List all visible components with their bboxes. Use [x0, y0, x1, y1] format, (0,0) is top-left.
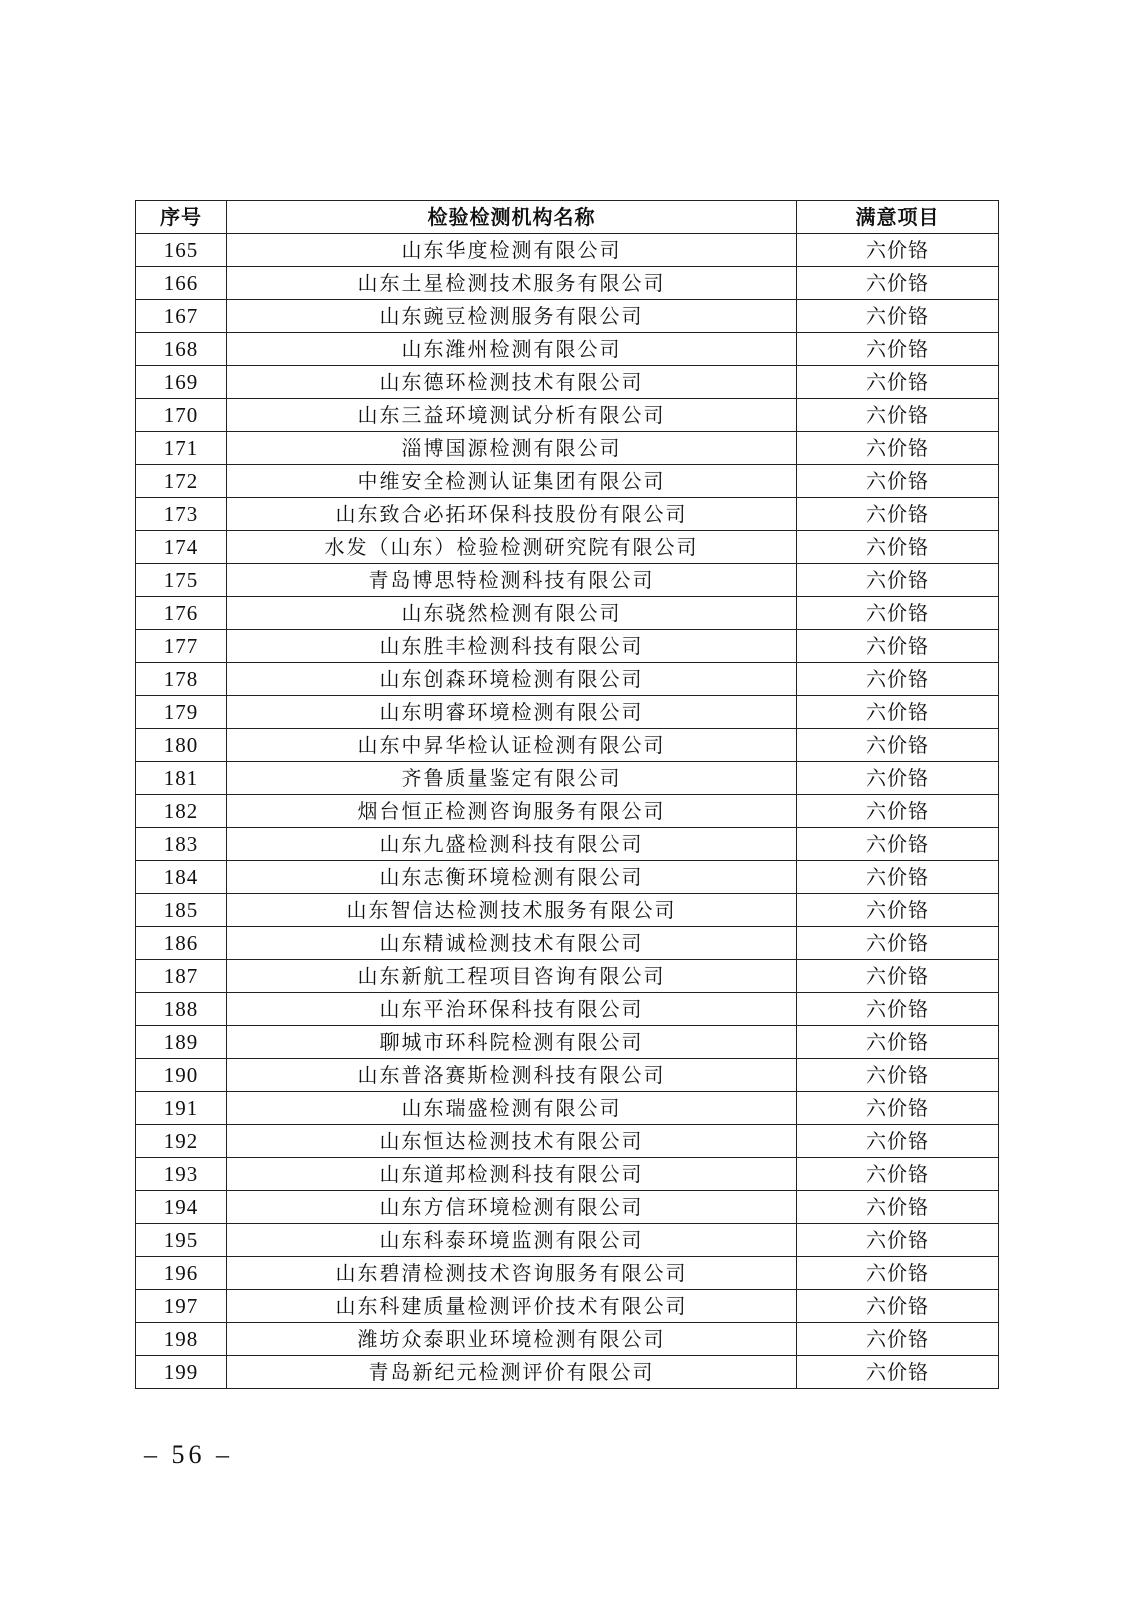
table-row: [136, 993, 999, 1026]
institution-name: 中维安全检测认证集团有限公司: [227, 465, 797, 498]
satisfactory-item: 六价铬: [797, 1092, 999, 1125]
table-row: [136, 1158, 999, 1191]
institution-name: 淄博国源检测有限公司: [227, 432, 797, 465]
institution-name: 山东志衡环境检测有限公司: [227, 861, 797, 894]
institution-name: 山东九盛检测科技有限公司: [227, 828, 797, 861]
satisfactory-item: 六价铬: [797, 795, 999, 828]
satisfactory-item: 六价铬: [797, 828, 999, 861]
table-row: [136, 1290, 999, 1323]
table-row: [136, 498, 999, 531]
table-row: [136, 1026, 999, 1059]
satisfactory-item: 六价铬: [797, 1059, 999, 1092]
row-number: 192: [136, 1125, 227, 1158]
row-number: 182: [136, 795, 227, 828]
table-row: [136, 1323, 999, 1356]
institution-name: 山东恒达检测技术有限公司: [227, 1125, 797, 1158]
satisfactory-item: 六价铬: [797, 729, 999, 762]
institution-name: 山东新航工程项目咨询有限公司: [227, 960, 797, 993]
row-number: 199: [136, 1356, 227, 1389]
row-number: 171: [136, 432, 227, 465]
satisfactory-item: 六价铬: [797, 498, 999, 531]
satisfactory-item: 六价铬: [797, 564, 999, 597]
institution-name: 山东潍州检测有限公司: [227, 333, 797, 366]
table-row: [136, 696, 999, 729]
row-number: 188: [136, 993, 227, 1026]
satisfactory-item: 六价铬: [797, 1158, 999, 1191]
satisfactory-item: 六价铬: [797, 1191, 999, 1224]
row-number: 189: [136, 1026, 227, 1059]
table-row: [136, 597, 999, 630]
table-row: [136, 1257, 999, 1290]
table-row: [136, 366, 999, 399]
institution-name: 聊城市环科院检测有限公司: [227, 1026, 797, 1059]
table-row: [136, 399, 999, 432]
satisfactory-item: 六价铬: [797, 1026, 999, 1059]
row-number: 185: [136, 894, 227, 927]
institution-name: 山东明睿环境检测有限公司: [227, 696, 797, 729]
institution-name: 山东科建质量检测评价技术有限公司: [227, 1290, 797, 1323]
table-row: [136, 663, 999, 696]
satisfactory-item: 六价铬: [797, 399, 999, 432]
table-row: [136, 1224, 999, 1257]
institution-table: [135, 200, 999, 1389]
institution-name: 山东豌豆检测服务有限公司: [227, 300, 797, 333]
table-row: [136, 795, 999, 828]
table-row: [136, 300, 999, 333]
row-number: 179: [136, 696, 227, 729]
table-row: [136, 762, 999, 795]
table-row: [136, 828, 999, 861]
table-row: [136, 1059, 999, 1092]
satisfactory-item: 六价铬: [797, 696, 999, 729]
satisfactory-item: 六价铬: [797, 960, 999, 993]
institution-name: 山东三益环境测试分析有限公司: [227, 399, 797, 432]
satisfactory-item: 六价铬: [797, 894, 999, 927]
institution-name: 烟台恒正检测咨询服务有限公司: [227, 795, 797, 828]
institution-name: 山东中昇华检认证检测有限公司: [227, 729, 797, 762]
row-number: 194: [136, 1191, 227, 1224]
row-number: 193: [136, 1158, 227, 1191]
satisfactory-item: 六价铬: [797, 1356, 999, 1389]
satisfactory-item: 六价铬: [797, 597, 999, 630]
institution-name: 山东平治环保科技有限公司: [227, 993, 797, 1026]
satisfactory-item: 六价铬: [797, 531, 999, 564]
table-row: [136, 432, 999, 465]
institution-name: 青岛新纪元检测评价有限公司: [227, 1356, 797, 1389]
satisfactory-item: 六价铬: [797, 267, 999, 300]
row-number: 184: [136, 861, 227, 894]
table-row: [136, 861, 999, 894]
row-number: 195: [136, 1224, 227, 1257]
row-number: 169: [136, 366, 227, 399]
page-number: – 56 –: [144, 1440, 233, 1469]
institution-name: 山东精诚检测技术有限公司: [227, 927, 797, 960]
table-row: [136, 564, 999, 597]
row-number: 190: [136, 1059, 227, 1092]
row-number: 176: [136, 597, 227, 630]
row-number: 178: [136, 663, 227, 696]
table-row: [136, 1092, 999, 1125]
row-number: 173: [136, 498, 227, 531]
satisfactory-item: 六价铬: [797, 993, 999, 1026]
row-number: 187: [136, 960, 227, 993]
row-number: 180: [136, 729, 227, 762]
satisfactory-item: 六价铬: [797, 927, 999, 960]
institution-name: 山东普洛赛斯检测科技有限公司: [227, 1059, 797, 1092]
row-number: 167: [136, 300, 227, 333]
institution-name: 山东胜丰检测科技有限公司: [227, 630, 797, 663]
table-row: [136, 267, 999, 300]
table-row: [136, 1356, 999, 1389]
table-body: [136, 234, 999, 1389]
row-number: 191: [136, 1092, 227, 1125]
row-number: 198: [136, 1323, 227, 1356]
satisfactory-item: 六价铬: [797, 1257, 999, 1290]
row-number: 186: [136, 927, 227, 960]
satisfactory-item: 六价铬: [797, 1323, 999, 1356]
row-number: 175: [136, 564, 227, 597]
satisfactory-item: 六价铬: [797, 663, 999, 696]
satisfactory-item: 六价铬: [797, 465, 999, 498]
institution-name: 山东致合必拓环保科技股份有限公司: [227, 498, 797, 531]
row-number: 166: [136, 267, 227, 300]
table-row: [136, 234, 999, 267]
table-row: [136, 1191, 999, 1224]
header-number: 序号: [136, 201, 227, 234]
satisfactory-item: 六价铬: [797, 333, 999, 366]
table-row: [136, 531, 999, 564]
row-number: 165: [136, 234, 227, 267]
institution-name: 山东德环检测技术有限公司: [227, 366, 797, 399]
table-header-row: [136, 201, 999, 234]
institution-name: 山东骁然检测有限公司: [227, 597, 797, 630]
table-row: [136, 465, 999, 498]
row-number: 168: [136, 333, 227, 366]
institution-name: 水发（山东）检验检测研究院有限公司: [227, 531, 797, 564]
institution-name: 山东创森环境检测有限公司: [227, 663, 797, 696]
institution-table-container: [135, 200, 998, 1389]
satisfactory-item: 六价铬: [797, 1125, 999, 1158]
table-row: [136, 1125, 999, 1158]
satisfactory-item: 六价铬: [797, 1224, 999, 1257]
institution-name: 齐鲁质量鉴定有限公司: [227, 762, 797, 795]
institution-name: 山东土星检测技术服务有限公司: [227, 267, 797, 300]
satisfactory-item: 六价铬: [797, 861, 999, 894]
satisfactory-item: 六价铬: [797, 300, 999, 333]
satisfactory-item: 六价铬: [797, 630, 999, 663]
table-row: [136, 927, 999, 960]
satisfactory-item: 六价铬: [797, 1290, 999, 1323]
satisfactory-item: 六价铬: [797, 762, 999, 795]
header-satisfactory-item: 满意项目: [797, 201, 999, 234]
satisfactory-item: 六价铬: [797, 366, 999, 399]
row-number: 174: [136, 531, 227, 564]
institution-name: 山东科泰环境监测有限公司: [227, 1224, 797, 1257]
institution-name: 潍坊众泰职业环境检测有限公司: [227, 1323, 797, 1356]
satisfactory-item: 六价铬: [797, 432, 999, 465]
table-row: [136, 630, 999, 663]
institution-name: 山东道邦检测科技有限公司: [227, 1158, 797, 1191]
row-number: 183: [136, 828, 227, 861]
table-row: [136, 960, 999, 993]
row-number: 172: [136, 465, 227, 498]
institution-name: 山东方信环境检测有限公司: [227, 1191, 797, 1224]
institution-name: 青岛博思特检测科技有限公司: [227, 564, 797, 597]
institution-name: 山东华度检测有限公司: [227, 234, 797, 267]
table-row: [136, 729, 999, 762]
row-number: 181: [136, 762, 227, 795]
table-row: [136, 333, 999, 366]
row-number: 170: [136, 399, 227, 432]
satisfactory-item: 六价铬: [797, 234, 999, 267]
header-institution-name: 检验检测机构名称: [227, 201, 797, 234]
institution-name: 山东智信达检测技术服务有限公司: [227, 894, 797, 927]
row-number: 197: [136, 1290, 227, 1323]
row-number: 196: [136, 1257, 227, 1290]
table-row: [136, 894, 999, 927]
institution-name: 山东碧清检测技术咨询服务有限公司: [227, 1257, 797, 1290]
row-number: 177: [136, 630, 227, 663]
institution-name: 山东瑞盛检测有限公司: [227, 1092, 797, 1125]
